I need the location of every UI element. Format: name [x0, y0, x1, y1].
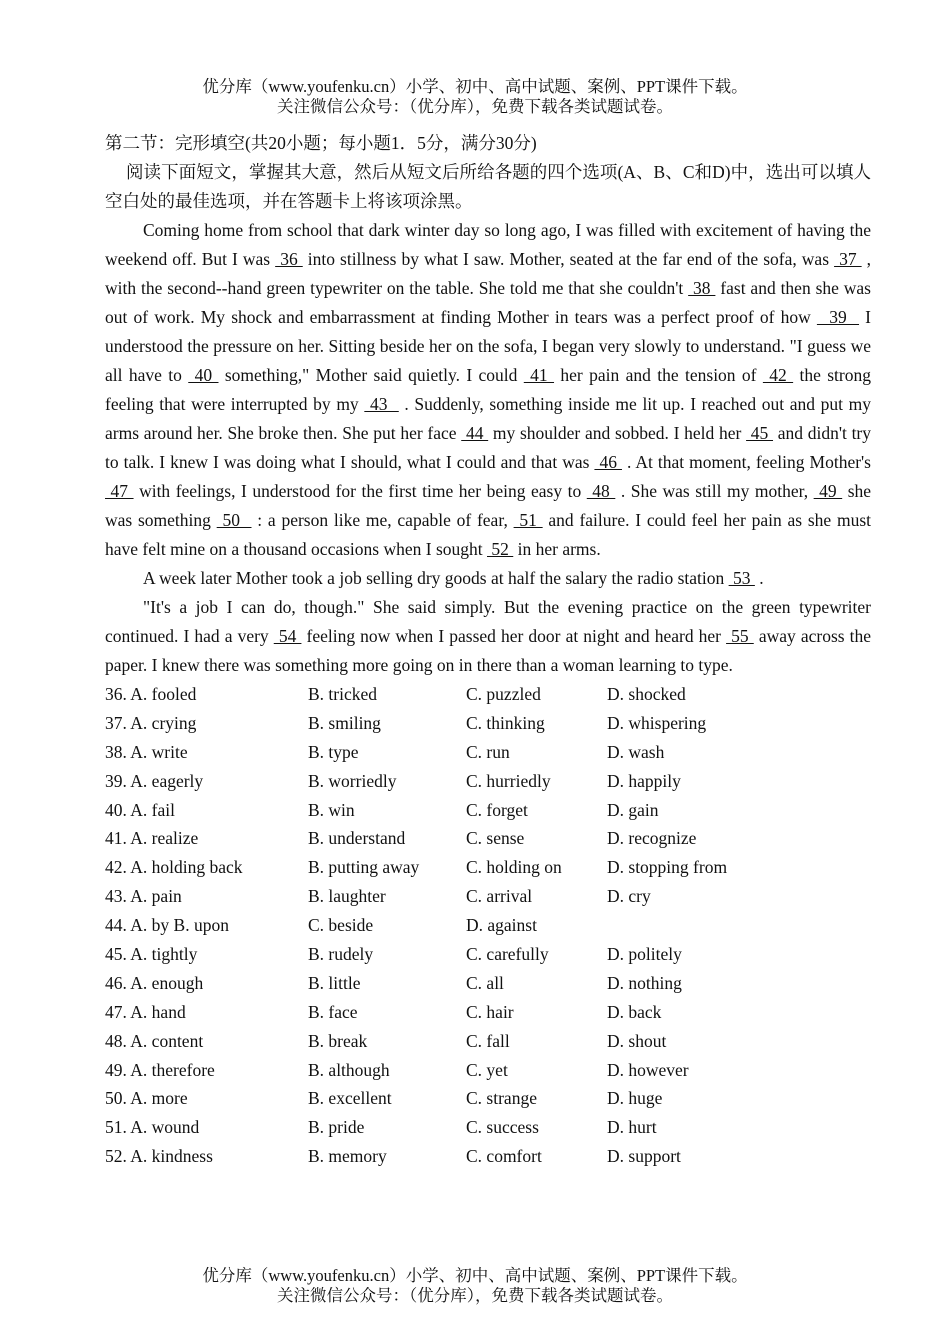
passage-text: "It's a job I can do, though." She said simply. But the evening practice on the green typewriter continued. I had a very	[105, 597, 871, 646]
passage-text: A week later Mother took a job selling dry goods at half the salary the radio station	[143, 568, 729, 588]
option-row-41	[105, 824, 871, 853]
option-b: B. pride	[308, 1117, 365, 1138]
passage-text: she was something	[105, 481, 872, 530]
section-title: 第二节：完形填空(共20小题；每小题1．5分，满分30分)	[105, 133, 537, 153]
blank-52: 52	[487, 539, 514, 559]
option-b: B. type	[308, 741, 359, 762]
option-a: 45. A. tightly	[105, 944, 198, 965]
option-c: C. thinking	[466, 712, 545, 733]
blank-50: 50	[216, 510, 252, 530]
option-c: C. beside	[308, 915, 374, 936]
option-a: 44. A. by B. upon	[105, 915, 229, 936]
blank-54: 54	[273, 626, 302, 646]
passage-text: .	[754, 568, 764, 588]
passage-text: the strong feeling that were interrupted by my	[105, 365, 871, 414]
option-a: 40. A. fail	[105, 799, 175, 820]
option-c: C. sense	[466, 828, 525, 849]
blank-44: 44	[461, 423, 489, 443]
option-a: 36. A. fooled	[105, 684, 197, 704]
option-c: C. all	[466, 972, 504, 993]
option-b: B. face	[308, 1001, 358, 1022]
blank-55: 55	[726, 626, 754, 646]
option-d: D. happily	[607, 770, 681, 791]
passage-text: , with the second--hand green typewriter on the table. She told me that she couldn't	[105, 249, 872, 298]
option-c: C. hurriedly	[466, 770, 551, 791]
section-instructions: 阅读下面短文，掌握其大意，然后从短文后所给各题的四个选项(A、B、C和D)中，选出可以填人空白处的最佳选项，并在答题卡上将该项涂黑。	[105, 162, 871, 211]
blank-43: 43	[364, 394, 399, 414]
passage-text: : a person like me, capable of fear,	[251, 510, 514, 530]
option-c: C. success	[466, 1117, 539, 1138]
option-b: B. rudely	[308, 944, 374, 965]
passage-text: and failure. I could feel her pain as she must have felt mine on a thousand occasions when I sought	[105, 510, 872, 559]
option-d: D. hurt	[607, 1117, 657, 1138]
option-d: D. gain	[607, 799, 659, 820]
option-a: 51. A. wound	[105, 1117, 200, 1138]
option-c: C. run	[466, 741, 510, 762]
option-d: D. back	[607, 1001, 662, 1022]
option-b: B. understand	[308, 828, 406, 849]
passage-text: with feelings, I understood for the first time her being easy to	[133, 481, 587, 501]
blank-45: 45	[746, 423, 774, 443]
option-c: C. fall	[466, 1030, 510, 1051]
passage-text: something," Mother said quietly. I could	[218, 365, 524, 385]
option-b: B. laughter	[308, 886, 386, 907]
option-a: 39. A. eagerly	[105, 770, 204, 791]
options-list	[105, 680, 871, 1171]
passage-text: her pain and the tension of	[554, 365, 763, 385]
blank-41: 41	[523, 365, 555, 385]
passage-text: I understood the pressure on her. Sitting beside her on the sofa, I began very slowly to understand. "I guess we all have to	[105, 307, 872, 385]
option-row-52	[105, 1142, 871, 1171]
blank-53: 53	[728, 568, 755, 588]
option-a: 52. A. kindness	[105, 1146, 213, 1167]
exam-content	[105, 129, 871, 1171]
passage-text: . At that moment, feeling Mother's	[621, 452, 871, 472]
blank-46: 46	[594, 452, 622, 472]
option-d: D. shocked	[607, 684, 686, 704]
blank-40: 40	[188, 365, 219, 385]
option-b: B. break	[308, 1030, 368, 1051]
option-row-44	[105, 911, 871, 940]
page-header	[0, 77, 950, 117]
option-row-51	[105, 1113, 871, 1142]
option-d: D. nothing	[607, 972, 682, 993]
passage-text: away across the paper. I knew there was something more going on in there than a woman learning to type.	[105, 626, 872, 675]
blank-38: 38	[688, 278, 716, 298]
footer-line-1: 优分库（www.youfenku.cn）小学、初中、高中试题、案例、PPT课件下载。	[202, 1266, 748, 1285]
option-row-49	[105, 1056, 871, 1085]
header-line-2: 关注微信公众号：（优分库），免费下载各类试题试卷。	[277, 97, 673, 116]
option-d: D. recognize	[607, 828, 697, 849]
option-a: 38. A. write	[105, 741, 188, 762]
option-d: D. against	[466, 915, 537, 936]
option-row-45	[105, 940, 871, 969]
option-row-46	[105, 969, 871, 998]
option-a: 41. A. realize	[105, 828, 199, 849]
option-d: D. whispering	[607, 712, 707, 733]
blank-37: 37	[834, 249, 862, 269]
blank-48: 48	[586, 481, 616, 501]
option-a: 47. A. hand	[105, 1001, 186, 1022]
option-a: 46. A. enough	[105, 972, 204, 993]
option-a: 43. A. pain	[105, 886, 182, 907]
option-c: C. yet	[466, 1059, 508, 1080]
option-row-38	[105, 738, 871, 767]
passage-text: . She was still my mother,	[615, 481, 814, 501]
blank-47: 47	[105, 481, 134, 501]
option-a: 42. A. holding back	[105, 857, 243, 878]
blank-51: 51	[513, 510, 543, 530]
option-a: 48. A. content	[105, 1030, 204, 1051]
option-c: C. hair	[466, 1001, 514, 1022]
option-c: C. holding on	[466, 857, 562, 878]
passage-text: into stillness by what I saw. Mother, seated at the far end of the sofa, was	[302, 249, 835, 269]
passage-text: Coming home from school that dark winter day so long ago, I was filled with excitement of having the weekend off. But I was	[105, 220, 871, 269]
option-b: B. smiling	[308, 712, 381, 733]
option-d: D. shout	[607, 1030, 667, 1051]
option-a: 37. A. crying	[105, 712, 197, 733]
header-line-1: 优分库（www.youfenku.cn）小学、初中、高中试题、案例、PPT课件下载。	[202, 77, 748, 96]
passage-paragraph-1	[105, 216, 871, 564]
option-b: B. excellent	[308, 1088, 392, 1109]
option-row-39	[105, 767, 871, 796]
option-c: C. strange	[466, 1088, 537, 1109]
option-d: D. huge	[607, 1088, 663, 1109]
option-a: 50. A. more	[105, 1088, 188, 1109]
passage-text: my shoulder and sobbed. I held her	[488, 423, 747, 443]
option-b: B. although	[308, 1059, 390, 1080]
blank-36: 36	[275, 249, 303, 269]
passage-paragraph-3	[105, 593, 871, 680]
blank-42: 42	[762, 365, 794, 385]
option-row-42	[105, 853, 871, 882]
option-d: D. wash	[607, 741, 665, 762]
option-row-48	[105, 1027, 871, 1056]
blank-39: 39	[816, 307, 860, 327]
passage-text: feeling now when I passed her door at night and heard her	[301, 626, 727, 646]
option-b: B. little	[308, 972, 361, 993]
option-d: D. cry	[607, 886, 651, 907]
option-c: C. carefully	[466, 944, 549, 965]
footer-line-2: 关注微信公众号：（优分库），免费下载各类试题试卷。	[277, 1286, 673, 1305]
passage-text: in her arms.	[513, 539, 601, 559]
option-row-50	[105, 1084, 871, 1113]
option-row-43	[105, 882, 871, 911]
page-footer	[0, 1266, 950, 1306]
option-b: B. memory	[308, 1146, 387, 1167]
option-b: B. win	[308, 799, 355, 820]
option-c: C. puzzled	[466, 684, 541, 704]
option-d: D. politely	[607, 944, 682, 965]
passage-text: and didn't try to talk. I knew I was doing what I should, what I could and that was	[105, 423, 872, 472]
passage-text: fast and then she was out of work. My shock and embarrassment at finding Mother in tears was a perfect proof of how	[105, 278, 871, 327]
option-b: B. worriedly	[308, 770, 397, 791]
blank-49: 49	[813, 481, 843, 501]
option-d: D. support	[607, 1146, 681, 1167]
option-c: C. comfort	[466, 1146, 542, 1167]
option-row-37	[105, 709, 871, 738]
passage-paragraph-2	[105, 564, 871, 593]
option-d: D. stopping from	[607, 857, 728, 878]
option-c: C. forget	[466, 799, 528, 820]
option-b: B. putting away	[308, 857, 420, 878]
option-b: B. tricked	[308, 684, 378, 704]
option-row-36	[105, 680, 871, 709]
option-c: C. arrival	[466, 886, 533, 907]
option-row-40	[105, 796, 871, 825]
option-d: D. however	[607, 1059, 689, 1080]
option-row-47	[105, 998, 871, 1027]
option-a: 49. A. therefore	[105, 1059, 215, 1080]
passage-text: . Suddenly, something inside me lit up. I reached out and put my arms around her. She broke then. She put her face	[105, 394, 871, 443]
